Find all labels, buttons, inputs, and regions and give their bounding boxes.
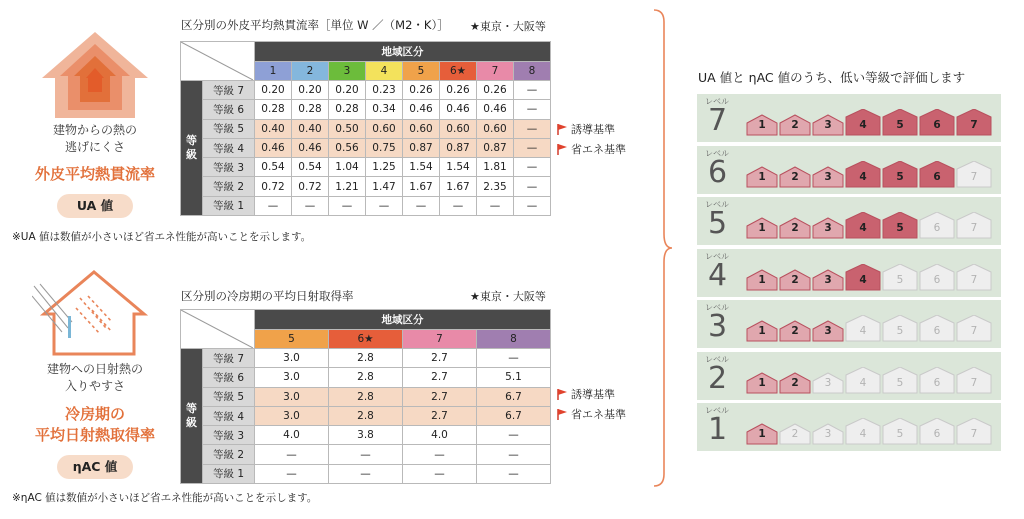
level-house-icon bbox=[956, 418, 992, 445]
house-label: 4 bbox=[859, 170, 867, 183]
level-house-icon bbox=[882, 212, 918, 239]
house-label: 7 bbox=[970, 222, 978, 234]
table-cell: 0.34 bbox=[366, 100, 403, 119]
level-house-icon bbox=[746, 367, 778, 394]
grade-label: 等級 4 bbox=[203, 138, 255, 157]
level-house-icon bbox=[882, 315, 918, 342]
level-house-icon bbox=[812, 367, 844, 394]
house-label: 4 bbox=[859, 428, 867, 440]
grade-label: 等級 1 bbox=[203, 464, 255, 483]
level-number: 5 bbox=[708, 206, 728, 241]
house-label: 4 bbox=[859, 273, 867, 286]
level-number: 6 bbox=[708, 154, 728, 190]
house-label: 7 bbox=[970, 325, 978, 337]
table-row bbox=[181, 138, 551, 157]
table-cell: 0.20 bbox=[292, 81, 329, 100]
level-number: 4 bbox=[708, 257, 728, 293]
level-house-icon bbox=[779, 367, 811, 394]
table-cell: 0.26 bbox=[403, 81, 440, 100]
table-cell: 0.87 bbox=[477, 138, 514, 157]
level-house-icon bbox=[956, 264, 992, 291]
eta-region-note: ★東京・大阪等 bbox=[470, 290, 546, 303]
eta-flag-energy bbox=[556, 406, 626, 422]
house-label: 1 bbox=[758, 325, 766, 337]
ua-footnote: ※UA 値は数値が小さいほど省エネ性能が高いことを示します。 bbox=[12, 231, 312, 243]
ua-flag-energy-label: 省エネ基準 bbox=[571, 143, 626, 156]
table-cell: 0.72 bbox=[292, 177, 329, 196]
table-cell: 0.50 bbox=[329, 119, 366, 138]
house-label: 1 bbox=[758, 222, 766, 234]
level-house-icon bbox=[746, 264, 778, 291]
table-cell: 1.54 bbox=[403, 158, 440, 177]
table-cell: 0.26 bbox=[477, 81, 514, 100]
house-label: 5 bbox=[896, 376, 904, 389]
table-cell: 0.46 bbox=[440, 100, 477, 119]
table-row bbox=[181, 158, 551, 177]
house-label: 2 bbox=[791, 428, 799, 440]
level-word: レベル bbox=[705, 97, 729, 106]
table-cell: 3.0 bbox=[255, 349, 329, 368]
ua-flag-induce bbox=[556, 121, 615, 137]
level-word: レベル bbox=[705, 406, 729, 415]
house-label: 2 bbox=[791, 222, 799, 234]
table-cell: 0.20 bbox=[329, 81, 366, 100]
ua-table bbox=[180, 41, 551, 216]
level-house-icon bbox=[845, 367, 881, 394]
level-house-icon bbox=[956, 161, 992, 188]
house-label: 5 bbox=[896, 273, 904, 286]
level-house-icon bbox=[746, 418, 778, 445]
table-row bbox=[181, 349, 551, 368]
level-house-icon bbox=[845, 161, 881, 188]
table-cell: 2.7 bbox=[403, 387, 477, 406]
table-cell: 1.25 bbox=[366, 158, 403, 177]
house-label: 1 bbox=[758, 273, 766, 286]
grade-label: 等級 5 bbox=[203, 119, 255, 138]
table-cell: 6.7 bbox=[477, 387, 551, 406]
table-cell: — bbox=[477, 196, 514, 215]
table-cell: — bbox=[329, 464, 403, 483]
table-cell: — bbox=[514, 196, 551, 215]
level-house-icon bbox=[882, 418, 918, 445]
table-cell: 4.0 bbox=[403, 426, 477, 445]
level-house-icon bbox=[919, 109, 955, 136]
eta-region-8: 8 bbox=[477, 329, 551, 349]
table-cell: 3.8 bbox=[329, 426, 403, 445]
house-label: 4 bbox=[859, 376, 867, 389]
level-house-icon bbox=[779, 109, 811, 136]
table-cell: 5.1 bbox=[477, 368, 551, 387]
house-label: 4 bbox=[859, 325, 867, 337]
level-house-icon bbox=[746, 212, 778, 239]
eta-caption-line-2: 入りやすさ bbox=[64, 379, 125, 393]
table-cell: — bbox=[329, 445, 403, 464]
table-row bbox=[181, 387, 551, 406]
ua-region-1: 1 bbox=[255, 61, 292, 81]
eta-caption-line-1: 建物への日射熱の bbox=[46, 362, 143, 376]
table-cell: 0.28 bbox=[255, 100, 292, 119]
house-label: 3 bbox=[824, 325, 832, 337]
table-cell: — bbox=[514, 158, 551, 177]
level-house-icon bbox=[746, 109, 778, 136]
table-cell: 2.8 bbox=[329, 387, 403, 406]
grade-label: 等級 7 bbox=[203, 349, 255, 368]
grade-side-label: 等 級 bbox=[181, 349, 203, 484]
ua-label: 外皮平均熱貫流率 bbox=[34, 165, 155, 183]
table-cell: — bbox=[477, 426, 551, 445]
table-cell: 0.87 bbox=[403, 138, 440, 157]
house-label: 3 bbox=[824, 273, 832, 286]
table-row bbox=[181, 119, 551, 138]
house-label: 7 bbox=[970, 119, 978, 131]
level-word: レベル bbox=[705, 251, 729, 261]
house-label: 1 bbox=[758, 119, 766, 131]
eta-footnote: ※ηAC 値は数値が小さいほど省エネ性能が高いことを示します。 bbox=[12, 492, 318, 504]
table-cell: — bbox=[477, 445, 551, 464]
table-cell: — bbox=[403, 445, 477, 464]
table-cell: — bbox=[514, 177, 551, 196]
ua-region-8: 8 bbox=[514, 61, 551, 81]
table-cell: — bbox=[255, 464, 329, 483]
house-label: 3 bbox=[824, 376, 832, 389]
level-house-icon bbox=[845, 418, 881, 445]
table-cell: 0.87 bbox=[440, 138, 477, 157]
table-cell: 0.60 bbox=[477, 119, 514, 138]
table-cell: 0.26 bbox=[440, 81, 477, 100]
ua-region-header: 地域区分 bbox=[255, 42, 551, 62]
table-row bbox=[181, 177, 551, 196]
table-cell: 0.23 bbox=[366, 81, 403, 100]
grade-label: 等級 6 bbox=[203, 100, 255, 119]
house-label: 3 bbox=[824, 119, 832, 131]
level-house-icon bbox=[919, 418, 955, 445]
eta-flag-energy-label: 省エネ基準 bbox=[571, 408, 626, 421]
table-cell: 0.56 bbox=[329, 138, 366, 157]
table-cell: 1.54 bbox=[440, 158, 477, 177]
table-cell: — bbox=[514, 100, 551, 119]
level-house-icon bbox=[845, 212, 881, 239]
level-house-icon bbox=[746, 161, 778, 188]
house-label: 5 bbox=[896, 222, 904, 234]
level-row-1 bbox=[697, 403, 1001, 451]
level-house-icon bbox=[919, 315, 955, 342]
table-cell: — bbox=[292, 196, 329, 215]
level-house-icon bbox=[919, 212, 955, 239]
table-row bbox=[181, 464, 551, 483]
house-label: 6 bbox=[933, 428, 941, 440]
table-cell: 0.46 bbox=[255, 138, 292, 157]
grade-label: 等級 3 bbox=[203, 426, 255, 445]
ua-region-5: 5 bbox=[403, 61, 440, 81]
table-cell: — bbox=[403, 196, 440, 215]
table-cell: 0.54 bbox=[255, 158, 292, 177]
ua-region-2: 2 bbox=[292, 61, 329, 81]
table-cell: 0.75 bbox=[366, 138, 403, 157]
eta-label-line-2: 平均日射熱取得率 bbox=[34, 426, 155, 444]
level-house-icon bbox=[845, 109, 881, 136]
table-cell: — bbox=[440, 196, 477, 215]
house-label: 7 bbox=[970, 428, 978, 440]
table-cell: 0.60 bbox=[403, 119, 440, 138]
level-house-icon bbox=[882, 264, 918, 291]
table-row bbox=[181, 445, 551, 464]
table-cell: — bbox=[477, 349, 551, 368]
house-label: 3 bbox=[824, 428, 832, 440]
table-cell: 0.46 bbox=[292, 138, 329, 157]
house-label: 3 bbox=[824, 222, 832, 234]
table-cell: 3.0 bbox=[255, 368, 329, 387]
eta-flag-induce bbox=[556, 386, 615, 402]
level-row-3 bbox=[697, 300, 1001, 348]
red-flag-icon bbox=[556, 388, 568, 400]
house-label: 5 bbox=[896, 119, 904, 131]
table-cell: 1.04 bbox=[329, 158, 366, 177]
table-cell: 2.35 bbox=[477, 177, 514, 196]
table-cell: 2.7 bbox=[403, 406, 477, 425]
level-house-icon bbox=[919, 161, 955, 188]
table-row bbox=[181, 81, 551, 100]
level-house-icon bbox=[779, 418, 811, 445]
ua-region-3: 3 bbox=[329, 61, 366, 81]
level-row-5 bbox=[697, 197, 1001, 245]
table-cell: 2.8 bbox=[329, 406, 403, 425]
table-cell: — bbox=[514, 138, 551, 157]
level-row-4 bbox=[697, 249, 1001, 297]
table-cell: 0.40 bbox=[292, 119, 329, 138]
table-cell: 2.7 bbox=[403, 368, 477, 387]
table-row bbox=[181, 406, 551, 425]
house-label: 1 bbox=[758, 428, 766, 440]
level-row-7 bbox=[697, 94, 1001, 142]
evaluation-title: UA 値と ηAC 値のうち、低い等級で評価します bbox=[698, 70, 966, 85]
solar-heat-house-icon bbox=[32, 270, 152, 358]
level-house-icon bbox=[779, 161, 811, 188]
level-house-icon bbox=[812, 418, 844, 445]
house-label: 2 bbox=[791, 376, 799, 389]
eta-region-5: 5 bbox=[255, 329, 329, 349]
table-cell: 1.67 bbox=[440, 177, 477, 196]
level-word: レベル bbox=[705, 148, 729, 158]
level-house-icon bbox=[845, 315, 881, 342]
table-row bbox=[181, 426, 551, 445]
table-cell: — bbox=[514, 81, 551, 100]
table-cell: 0.60 bbox=[440, 119, 477, 138]
house-label: 5 bbox=[896, 325, 904, 337]
table-cell: 0.40 bbox=[255, 119, 292, 138]
house-label: 2 bbox=[791, 325, 799, 337]
level-house-icon bbox=[812, 161, 844, 188]
table-cell: — bbox=[366, 196, 403, 215]
eta-region-header: 地域区分 bbox=[255, 310, 551, 330]
level-house-icon bbox=[956, 367, 992, 394]
table-cell: 0.20 bbox=[255, 81, 292, 100]
level-house-icon bbox=[882, 161, 918, 188]
house-label: 7 bbox=[970, 273, 978, 286]
level-house-icon bbox=[882, 109, 918, 136]
table-row bbox=[181, 368, 551, 387]
eta-label-line-1: 冷房期の bbox=[64, 405, 125, 423]
level-house-icon bbox=[882, 367, 918, 394]
level-house-icon bbox=[812, 315, 844, 342]
level-house-icon bbox=[779, 212, 811, 239]
house-label: 7 bbox=[970, 376, 978, 389]
table-cell: 0.46 bbox=[403, 100, 440, 119]
grade-label: 等級 2 bbox=[203, 177, 255, 196]
table-cell: — bbox=[255, 445, 329, 464]
table-cell: — bbox=[403, 464, 477, 483]
eta-table bbox=[180, 309, 551, 484]
level-house-icon bbox=[812, 264, 844, 291]
table-cell: 6.7 bbox=[477, 406, 551, 425]
ua-region-7: 7 bbox=[477, 61, 514, 81]
house-label: 6 bbox=[933, 325, 941, 337]
house-label: 6 bbox=[933, 273, 941, 286]
right-brace-divider bbox=[650, 8, 674, 488]
table-cell: 4.0 bbox=[255, 426, 329, 445]
house-label: 1 bbox=[758, 170, 766, 183]
level-house-icon bbox=[956, 212, 992, 239]
table-cell: 0.28 bbox=[329, 100, 366, 119]
table-cell: — bbox=[255, 196, 292, 215]
grade-label: 等級 4 bbox=[203, 406, 255, 425]
level-house-icon bbox=[845, 264, 881, 291]
eta-region-6: 6★ bbox=[329, 329, 403, 349]
eta-value-pill: ηAC 値 bbox=[57, 455, 133, 479]
table-cell: 0.46 bbox=[477, 100, 514, 119]
table-cell: 0.28 bbox=[292, 100, 329, 119]
house-label: 3 bbox=[824, 170, 832, 183]
ua-region-note: ★東京・大阪等 bbox=[470, 20, 546, 33]
table-cell: 3.0 bbox=[255, 406, 329, 425]
grade-side-label: 等 級 bbox=[181, 81, 203, 216]
level-number: 2 bbox=[708, 360, 728, 396]
table-cell: 2.7 bbox=[403, 349, 477, 368]
table-row bbox=[181, 196, 551, 215]
level-house-icon bbox=[779, 315, 811, 342]
ua-caption-line-2: 逃げにくさ bbox=[64, 140, 125, 154]
table-cell: 1.47 bbox=[366, 177, 403, 196]
table-cell: 2.8 bbox=[329, 368, 403, 387]
table-cell: — bbox=[477, 464, 551, 483]
grade-label: 等級 6 bbox=[203, 368, 255, 387]
grade-label: 等級 2 bbox=[203, 445, 255, 464]
level-house-icon bbox=[919, 367, 955, 394]
ua-value-pill: UA 値 bbox=[57, 194, 133, 218]
eta-table-corner bbox=[181, 310, 255, 349]
level-house-icon bbox=[919, 264, 955, 291]
ua-region-4: 4 bbox=[366, 61, 403, 81]
level-house-icon bbox=[812, 212, 844, 239]
table-cell: 3.0 bbox=[255, 387, 329, 406]
heat-loss-house-icon bbox=[40, 30, 150, 120]
grade-label: 等級 7 bbox=[203, 81, 255, 100]
red-flag-icon bbox=[556, 143, 568, 155]
level-number: 7 bbox=[708, 103, 728, 138]
house-label: 6 bbox=[933, 119, 941, 131]
ua-caption-line-1: 建物からの熱の bbox=[52, 123, 137, 137]
ua-table-corner bbox=[181, 42, 255, 81]
house-label: 6 bbox=[933, 170, 941, 183]
level-row-6 bbox=[697, 146, 1001, 194]
house-label: 2 bbox=[791, 119, 799, 131]
house-label: 5 bbox=[896, 170, 904, 183]
table-cell: 2.8 bbox=[329, 349, 403, 368]
house-label: 4 bbox=[859, 119, 867, 131]
level-word: レベル bbox=[705, 303, 729, 312]
house-label: 1 bbox=[758, 376, 766, 389]
level-house-icon bbox=[956, 109, 992, 136]
house-label: 7 bbox=[970, 170, 978, 183]
level-number: 3 bbox=[708, 309, 728, 344]
eta-region-7: 7 bbox=[403, 329, 477, 349]
level-house-icon bbox=[746, 315, 778, 342]
table-cell: 0.72 bbox=[255, 177, 292, 196]
ua-flag-energy bbox=[556, 141, 626, 157]
eta-flag-induce-label: 誘導基準 bbox=[571, 388, 615, 401]
red-flag-icon bbox=[556, 408, 568, 420]
house-label: 2 bbox=[791, 170, 799, 183]
table-cell: 1.81 bbox=[477, 158, 514, 177]
ua-region-6: 6★ bbox=[440, 61, 477, 81]
table-cell: 0.54 bbox=[292, 158, 329, 177]
ua-table-title: 区分別の外皮平均熱貫流率［単位 W ／（M2・K）］ bbox=[181, 18, 449, 32]
ua-flag-induce-label: 誘導基準 bbox=[571, 123, 615, 136]
eta-table-title: 区分別の冷房期の平均日射取得率 bbox=[181, 289, 354, 303]
level-house-icon bbox=[812, 109, 844, 136]
level-word: レベル bbox=[705, 354, 729, 364]
table-cell: — bbox=[514, 119, 551, 138]
house-label: 4 bbox=[859, 222, 867, 234]
level-number: 1 bbox=[708, 412, 728, 447]
table-cell: 1.67 bbox=[403, 177, 440, 196]
table-cell: 1.21 bbox=[329, 177, 366, 196]
house-label: 2 bbox=[791, 273, 799, 286]
level-row-2 bbox=[697, 352, 1001, 400]
level-house-icon bbox=[779, 264, 811, 291]
table-cell: 0.60 bbox=[366, 119, 403, 138]
grade-label: 等級 1 bbox=[203, 196, 255, 215]
house-label: 6 bbox=[933, 376, 941, 389]
grade-label: 等級 3 bbox=[203, 158, 255, 177]
table-cell: — bbox=[329, 196, 366, 215]
house-label: 5 bbox=[896, 428, 904, 440]
grade-label: 等級 5 bbox=[203, 387, 255, 406]
table-row bbox=[181, 100, 551, 119]
red-flag-icon bbox=[556, 123, 568, 135]
level-house-icon bbox=[956, 315, 992, 342]
house-label: 6 bbox=[933, 222, 941, 234]
level-word: レベル bbox=[705, 200, 729, 209]
